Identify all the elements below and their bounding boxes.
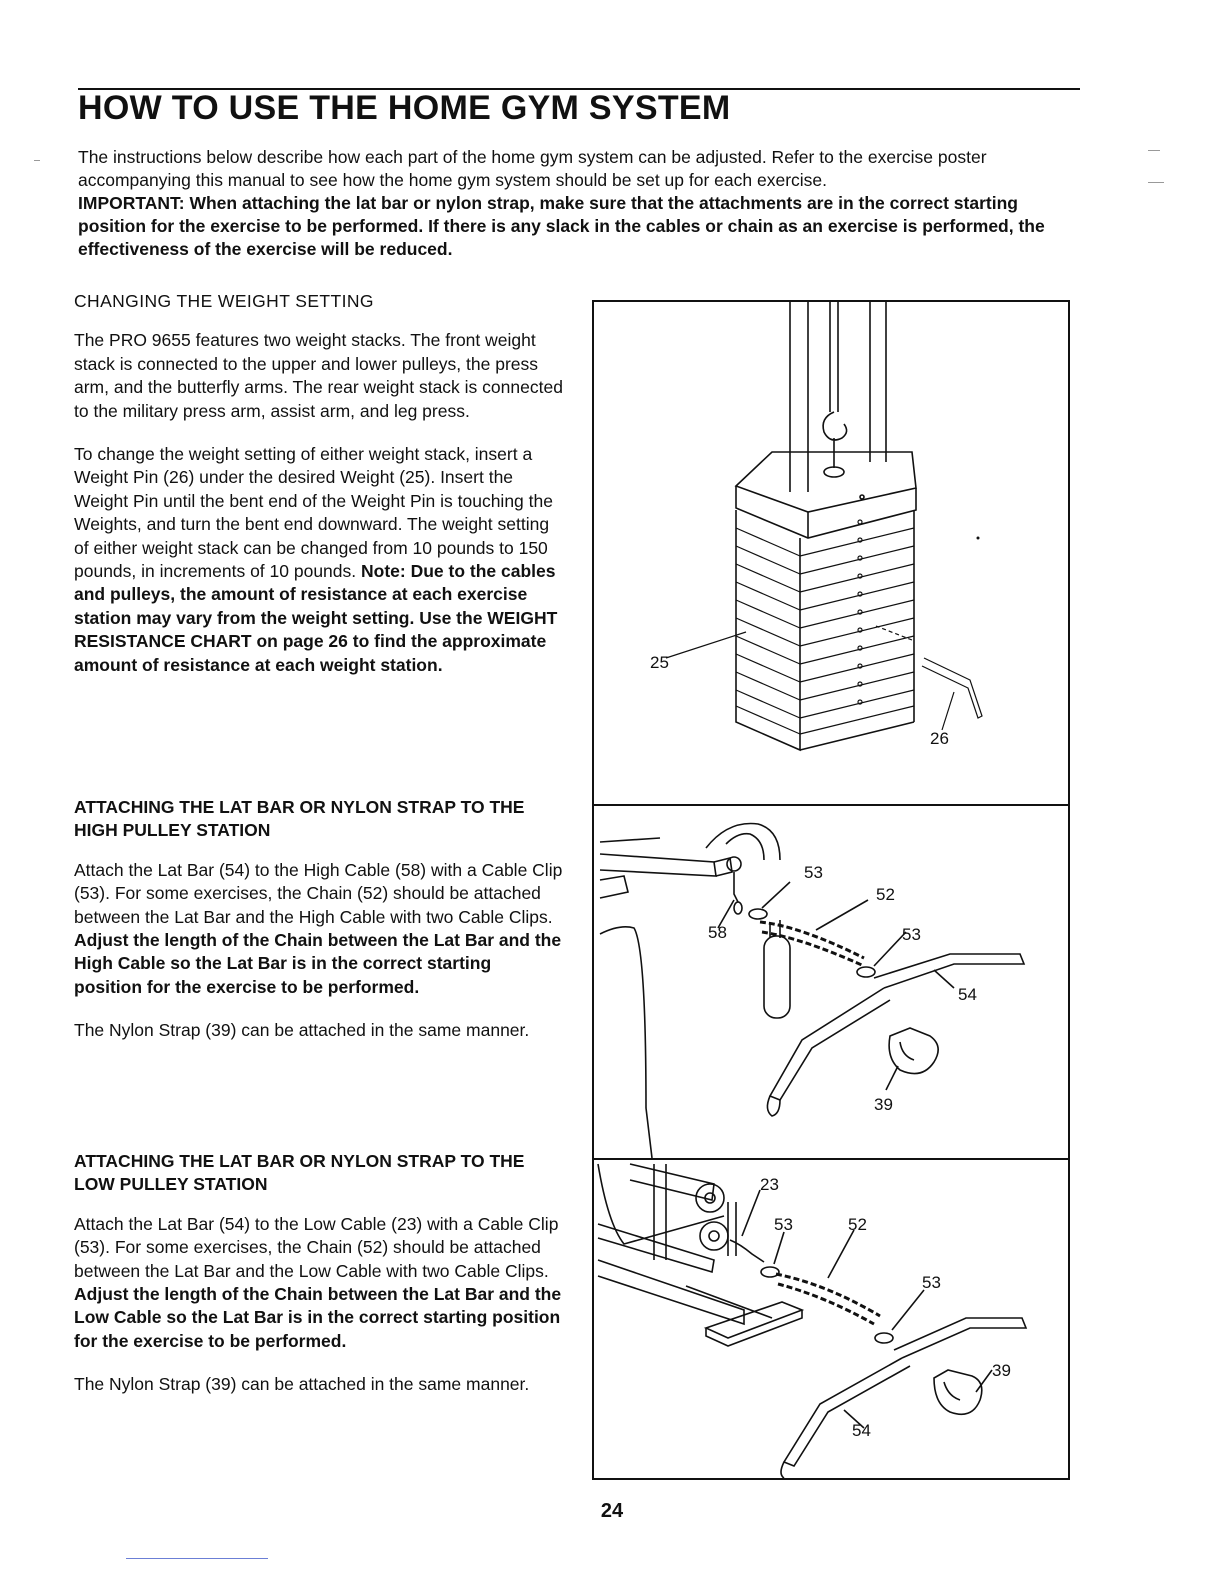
section-heading: CHANGING THE WEIGHT SETTING: [74, 291, 374, 311]
high-pulley-figure: [594, 804, 1068, 1160]
callout-cable-clip: 53: [902, 925, 921, 944]
section-weight-setting: [74, 290, 564, 697]
paragraph: [74, 443, 564, 677]
callout-cable-clip: 53: [804, 863, 823, 882]
low-pulley-drawing: [594, 1160, 1068, 1478]
low-pulley-figure: [594, 1160, 1068, 1478]
paragraph: [74, 1213, 564, 1353]
scan-mark: [1148, 182, 1164, 183]
bottom-rule: [126, 1558, 268, 1559]
paragraph-text: Attach the Lat Bar (54) to the High Cable (58) with a Cable Clip (53). For some exercises, the Chain (52) should be attached between the Lat Bar and the High Cable with two Cable Clips.: [74, 859, 563, 927]
bold-instruction: Adjust the length of the Chain between the Lat Bar and the High Cable so the Lat Bar is in the correct starting position for the exercise to be performed.: [74, 930, 562, 997]
paragraph: The Nylon Strap (39) can be attached in the same manner.: [74, 1020, 530, 1041]
callout-low-cable: 23: [760, 1175, 779, 1194]
callout-lat-bar: 54: [852, 1421, 871, 1440]
figure-panel: [592, 300, 1070, 1480]
page-number: 24: [600, 1500, 624, 1522]
note-text: Note: Due to the cables and pulleys, the amount of resistance at each exercise station may vary from the weight setting. Use the WEIGHT RESISTANCE CHART on page 26 to find the approximate amount of resistance at each weight station.: [74, 561, 558, 675]
callout-weights: 25: [650, 653, 669, 672]
paragraph-text: To change the weight setting of either weight stack, insert a Weight Pin (26) under the desired Weight (25). Insert the Weight Pin until the bent end of the Weight Pin is touching the Weights, and turn the bent end downward. The weight setting of either weight stack can be changed from 10 pounds to 150 pounds, in increments of 10 pounds.: [74, 444, 553, 582]
paragraph-text: Attach the Lat Bar (54) to the Low Cable (23) with a Cable Clip (53). For some exercises, the Chain (52) should be attached between the Lat Bar and the Low Cable with two Cable Clips.: [74, 1213, 559, 1281]
callout-nylon-strap: 39: [874, 1095, 893, 1114]
scan-mark: [1148, 150, 1160, 151]
bold-instruction: Adjust the length of the Chain between the Lat Bar and the Low Cable so the Lat Bar is in the correct starting position for the exercise to be performed.: [74, 1284, 562, 1351]
paragraph: The PRO 9655 features two weight stacks. The front weight stack is connected to the upper and lower pulleys, the press arm, and the butterfly arms. The rear weight stack is connected to the military press arm, assist arm, and leg press.: [74, 330, 563, 421]
page-title: HOW TO USE THE HOME GYM SYSTEM: [78, 89, 731, 127]
paragraph: [74, 859, 564, 999]
callout-cable-clip: 53: [922, 1273, 941, 1292]
intro-block: [78, 146, 1068, 261]
high-pulley-drawing: [594, 804, 1068, 1158]
scan-mark: [34, 160, 40, 161]
section-high-pulley: [74, 796, 564, 1063]
section-low-pulley: [74, 1150, 564, 1417]
callout-weight-pin: 26: [930, 729, 949, 748]
weight-stack-drawing: [594, 302, 1068, 804]
callout-chain: 52: [876, 885, 895, 904]
section-heading: ATTACHING THE LAT BAR OR NYLON STRAP TO THE HIGH PULLEY STATION: [74, 797, 525, 841]
weight-stack-figure: [594, 302, 1068, 806]
callout-cable-clip: 53: [774, 1215, 793, 1234]
intro-text: The instructions below describe how each part of the home gym system can be adjusted. Refer to the exercise poster accompanying this manual to see how the home gym system should be set up for each exercise.: [78, 147, 987, 190]
callout-lat-bar: 54: [958, 985, 977, 1004]
callout-nylon-strap: 39: [992, 1361, 1011, 1380]
callout-high-cable: 58: [708, 923, 727, 942]
callout-chain: 52: [848, 1215, 867, 1234]
section-heading: ATTACHING THE LAT BAR OR NYLON STRAP TO THE LOW PULLEY STATION: [74, 1151, 525, 1195]
important-note: IMPORTANT: When attaching the lat bar or nylon strap, make sure that the attachments are in the correct starting position for the exercise to be performed. If there is any slack in the cables or chain as an exercise is performed, the effectiveness of the exercise will be reduced.: [78, 193, 1045, 259]
paragraph: The Nylon Strap (39) can be attached in the same manner.: [74, 1374, 530, 1395]
